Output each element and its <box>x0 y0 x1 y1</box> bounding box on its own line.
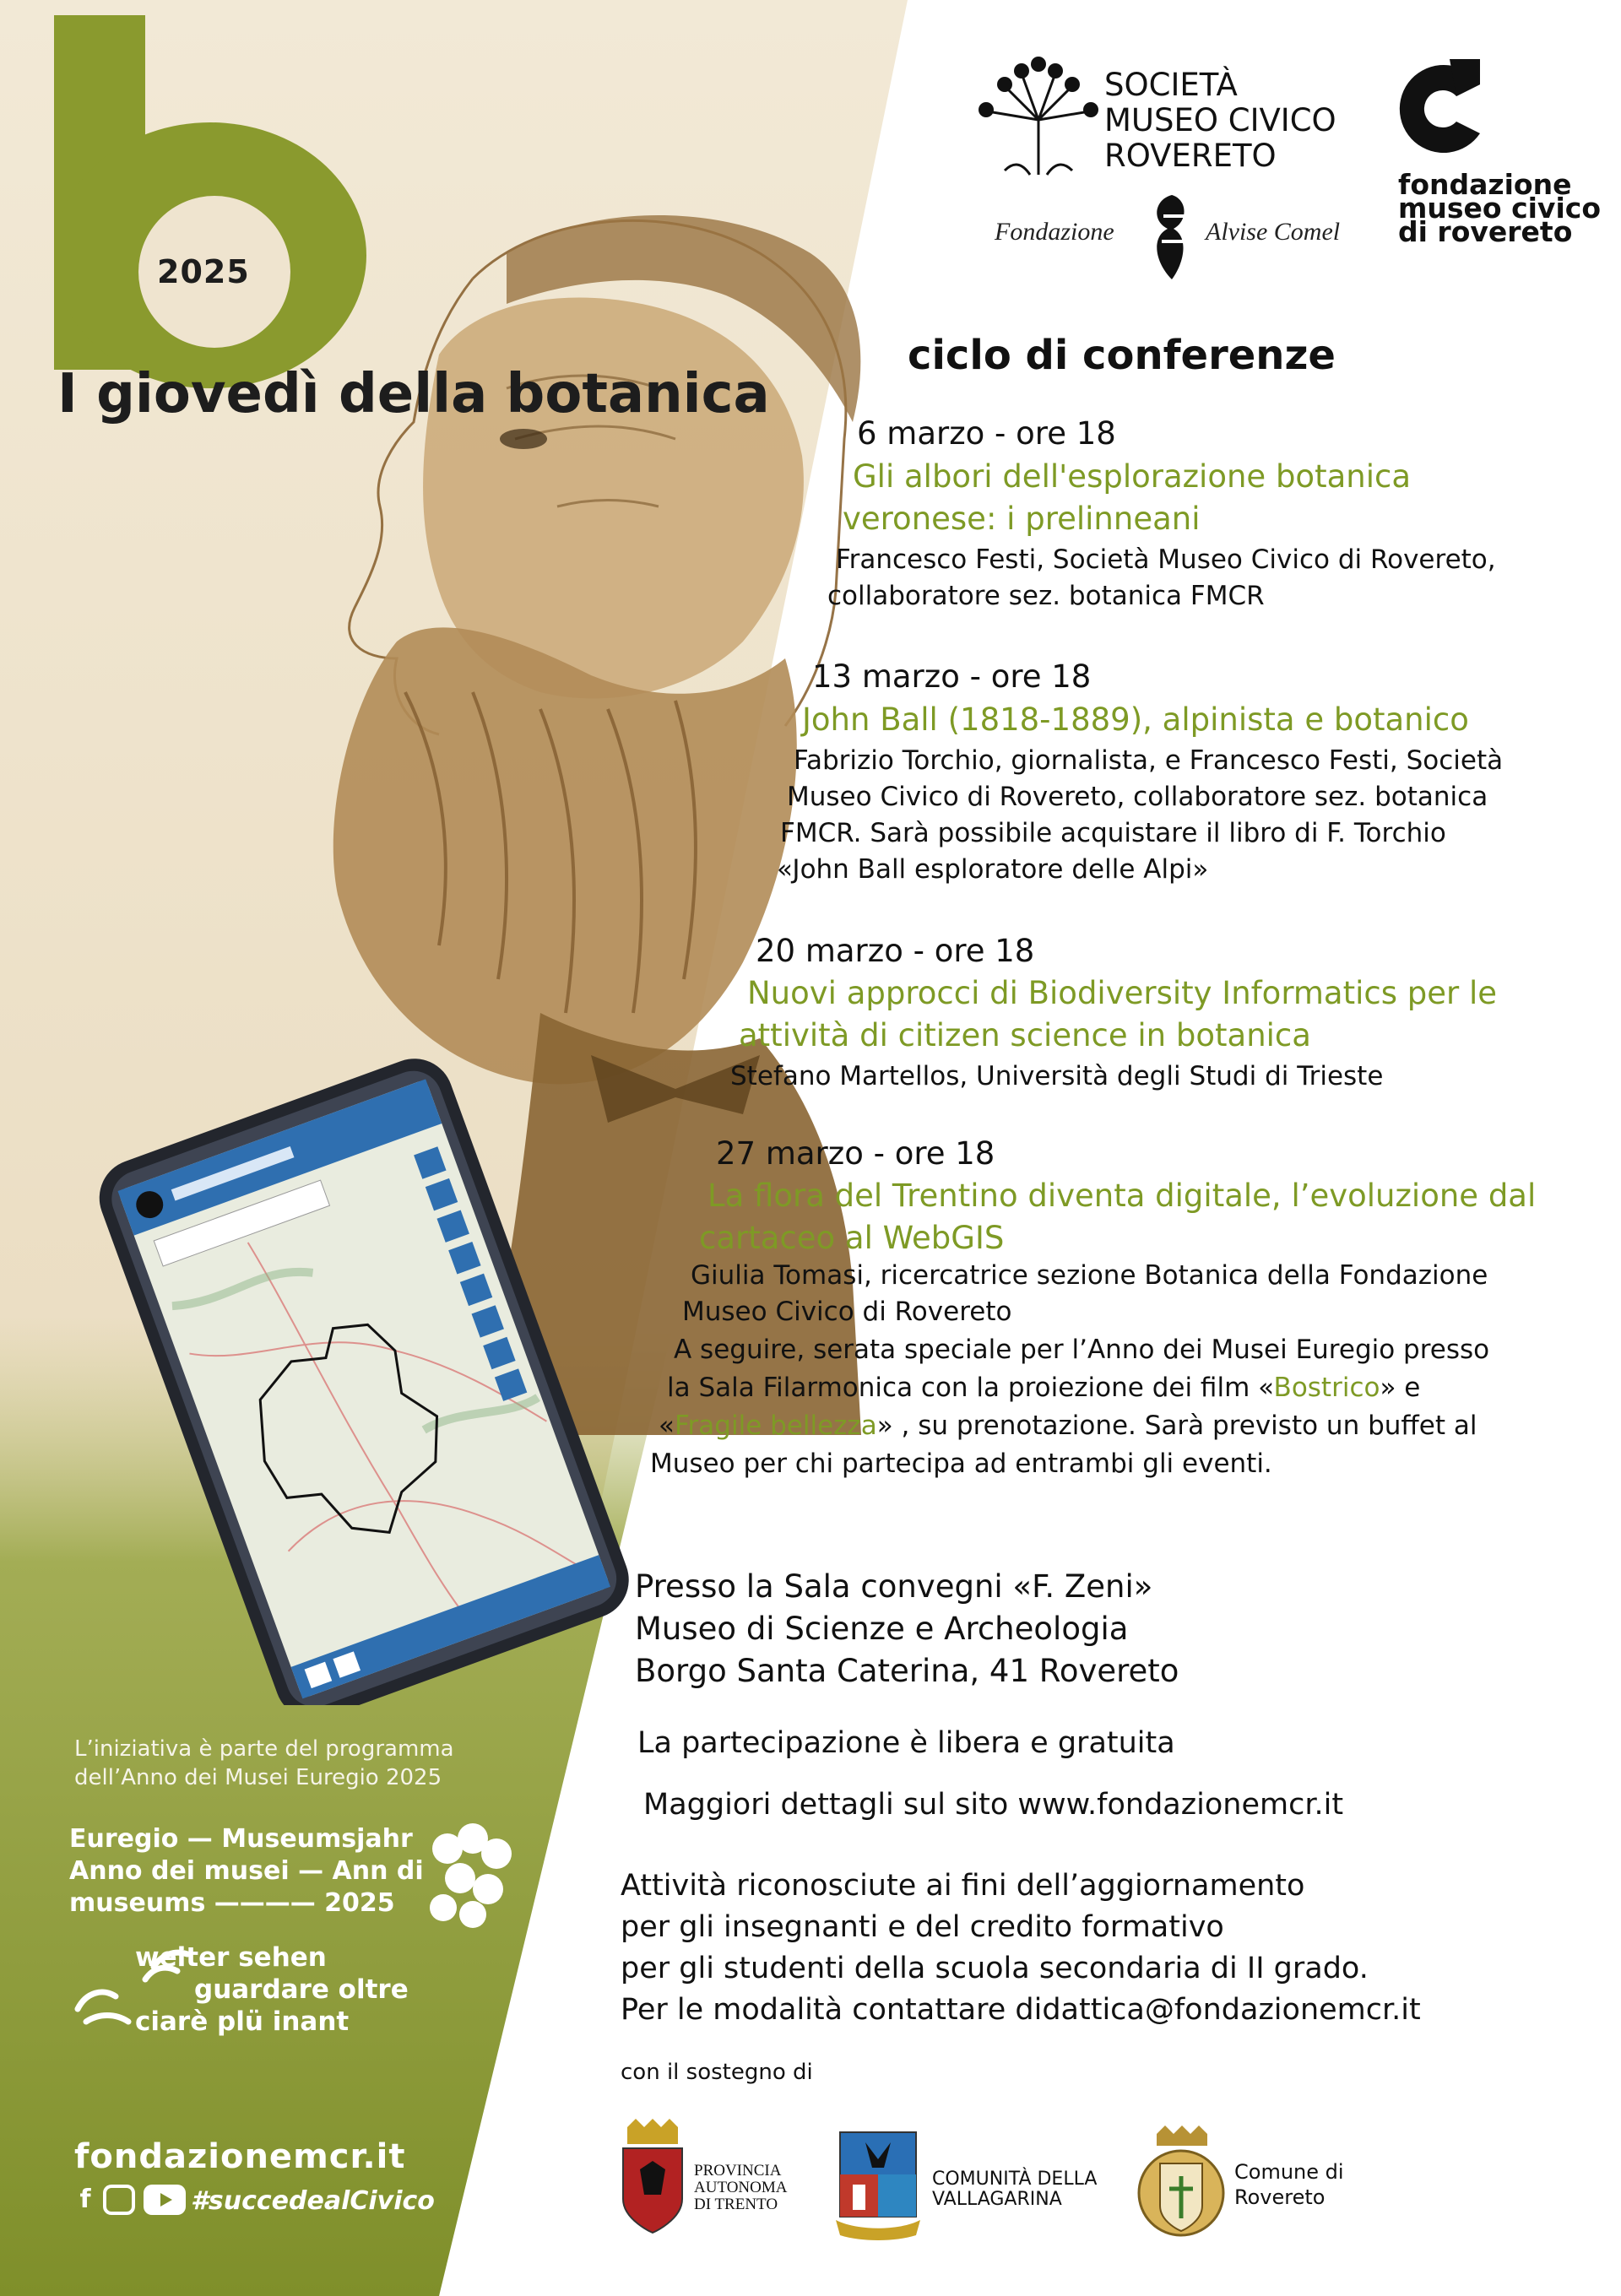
free-entry-text: La partecipazione è libera e gratuita <box>637 1726 1175 1760</box>
event-2-date: 13 marzo - ore 18 <box>812 658 1092 695</box>
euregio-note-line-1: L’iniziativa è parte del programma <box>74 1736 454 1762</box>
event-1-date: 6 marzo - ore 18 <box>857 415 1116 452</box>
venue-line-3: Borgo Santa Caterina, 41 Rovereto <box>635 1653 1179 1689</box>
event-4-title-line-2: cartaceo al WebGIS <box>699 1220 1005 1256</box>
program-heading: ciclo di conferenze <box>908 332 1336 379</box>
euregio-line-1: Euregio — Museumsjahr <box>69 1824 413 1854</box>
website-url[interactable]: fondazionemcr.it <box>74 2137 406 2176</box>
venue-line-1: Presso la Sala convegni «F. Zeni» <box>635 1568 1153 1605</box>
event-4-title-line-1: La flora del Trentino diventa digitale, l’evoluzione dal <box>707 1178 1537 1214</box>
event-2-desc-line-1: Fabrizio Torchio, giornalista, e Francesco Festi, Società <box>794 745 1504 776</box>
euregio-motto <box>135 1941 409 2038</box>
event-4-desc-line-2: Museo Civico di Rovereto <box>682 1297 1012 1327</box>
event-1-desc-line-1: Francesco Festi, Società Museo Civico di Rovereto, <box>836 544 1496 575</box>
event-2-desc-line-2: Museo Civico di Rovereto, collaboratore sez. botanica <box>787 782 1488 812</box>
comunita-vallagarina-crest-icon <box>832 2125 924 2242</box>
event-3-title-line-1: Nuovi approcci di Biodiversity Informatics per le <box>747 975 1498 1011</box>
comune-rovereto-crest-icon <box>1131 2125 1231 2242</box>
fmcr-c-logo-icon <box>1397 59 1488 159</box>
venue-block <box>635 1566 1179 1692</box>
comel-logo-left: Fondazione <box>995 218 1114 246</box>
special-line-2-text: la Sala Filarmonica con la proiezione dei film « <box>667 1373 1274 1403</box>
motto-line-3: ciarè plü inant <box>135 2006 350 2037</box>
euregio-note <box>74 1735 454 1792</box>
special-line-3-start: « <box>659 1411 675 1441</box>
cv-label <box>932 2169 1097 2210</box>
smcr-logo-text <box>1104 68 1336 174</box>
cv-line-1: COMUNITÀ DELLA <box>932 2169 1098 2190</box>
special-line-3-text: » , su prenotazione. Sarà previsto un buffet al <box>876 1411 1477 1441</box>
event-1-title-line-2: veronese: i prelinneani <box>843 501 1201 537</box>
pat-label <box>694 2163 787 2213</box>
special-line-1: A seguire, serata speciale per l’Anno dei Musei Euregio presso <box>674 1335 1490 1365</box>
provincia-trento-crest-icon <box>615 2119 691 2237</box>
pat-line-3: DI TRENTO <box>694 2196 778 2213</box>
film-fragile-bellezza: Fragile bellezza <box>674 1411 877 1441</box>
cv-line-2: VALLAGARINA <box>932 2189 1062 2210</box>
event-2-title-line-1: John Ball (1818-1889), alpinista e botanico <box>802 701 1469 738</box>
year-label: 2025 <box>157 253 250 290</box>
fmcr-line-2: museo civico <box>1398 192 1601 225</box>
fmcr-line-1: fondazione <box>1398 168 1572 201</box>
facebook-icon[interactable]: f <box>79 2185 91 2214</box>
fmcr-line-3: di rovereto <box>1398 215 1573 248</box>
pat-line-1: PROVINCIA <box>694 2162 782 2180</box>
event-3-desc-line-1: Stefano Martellos, Università degli Studi di Trieste <box>730 1061 1384 1091</box>
venue-line-2: Museo di Scienze e Archeologia <box>635 1611 1129 1647</box>
event-1-title-line-1: Gli albori dell'esplorazione botanica <box>853 458 1411 495</box>
euregio-museumsjahr-logo <box>69 1823 424 1920</box>
comel-monogram-icon <box>1138 191 1204 284</box>
teachers-line-2: per gli insegnanti e del credito formativo <box>621 1910 1224 1944</box>
pat-line-2: AUTONOMA <box>694 2179 788 2196</box>
rovereto-label <box>1234 2159 1344 2210</box>
smcr-line-1: SOCIETÀ <box>1104 67 1238 103</box>
euregio-line-2: Anno dei musei — Ann di <box>69 1856 424 1886</box>
euregio-line-3: museums ———— 2025 <box>69 1888 395 1918</box>
details-text: Maggiori dettagli sul sito www.fondazionemcr.it <box>643 1788 1344 1822</box>
smcr-line-2: MUSEO CIVICO <box>1104 102 1336 138</box>
rovereto-line-2: Rovereto <box>1234 2185 1326 2209</box>
euregio-note-line-2: dell’Anno dei Musei Euregio 2025 <box>74 1765 442 1790</box>
event-4-date: 27 marzo - ore 18 <box>716 1135 995 1172</box>
special-line-4: Museo per chi partecipa ad entrambi gli eventi. <box>650 1449 1272 1479</box>
special-line-3 <box>659 1408 1477 1444</box>
euregio-flower-icon <box>414 1815 523 1933</box>
smartphone-webgis-illustration <box>46 1047 654 1705</box>
teachers-line-3: per gli studenti della scuola secondaria di II grado. <box>621 1952 1369 1985</box>
motto-line-1: weiter sehen <box>135 1942 327 1973</box>
rovereto-line-1: Comune di <box>1234 2160 1344 2184</box>
event-4-desc-line-1: Giulia Tomasi, ricercatrice sezione Botanica della Fondazione <box>691 1260 1488 1291</box>
motto-line-2: guardare oltre <box>194 1974 409 2005</box>
youtube-icon[interactable] <box>144 2185 186 2215</box>
film-bostrico: Bostrico <box>1273 1373 1380 1403</box>
special-line-2 <box>667 1370 1420 1406</box>
tree-icon <box>971 52 1106 179</box>
instagram-icon[interactable] <box>103 2185 135 2215</box>
comel-logo-right: Alvise Comel <box>1206 218 1341 246</box>
event-3-title-line-2: attività di citizen science in botanica <box>739 1017 1311 1053</box>
event-1-desc-line-2: collaboratore sez. botanica FMCR <box>827 581 1265 611</box>
event-3-date: 20 marzo - ore 18 <box>756 933 1035 969</box>
special-line-2-end: » e <box>1380 1373 1421 1403</box>
teachers-line-4: Per le modalità contattare didattica@fondazionemcr.it <box>621 1993 1421 2027</box>
teachers-line-1: Attività riconosciute ai fini dell’aggiornamento <box>621 1869 1305 1903</box>
event-2-desc-line-3: FMCR. Sarà possibile acquistare il libro di F. Torchio <box>780 818 1446 848</box>
hashtag[interactable]: #succedealCivico <box>191 2186 435 2216</box>
support-label: con il sostegno di <box>621 2060 813 2085</box>
fmcr-logo-text <box>1398 168 1601 248</box>
series-title: I giovedì della botanica <box>57 363 770 425</box>
event-2-desc-line-4: «John Ball esploratore delle Alpi» <box>777 854 1209 885</box>
teachers-note <box>621 1866 1421 2031</box>
smcr-line-3: ROVERETO <box>1104 138 1277 174</box>
